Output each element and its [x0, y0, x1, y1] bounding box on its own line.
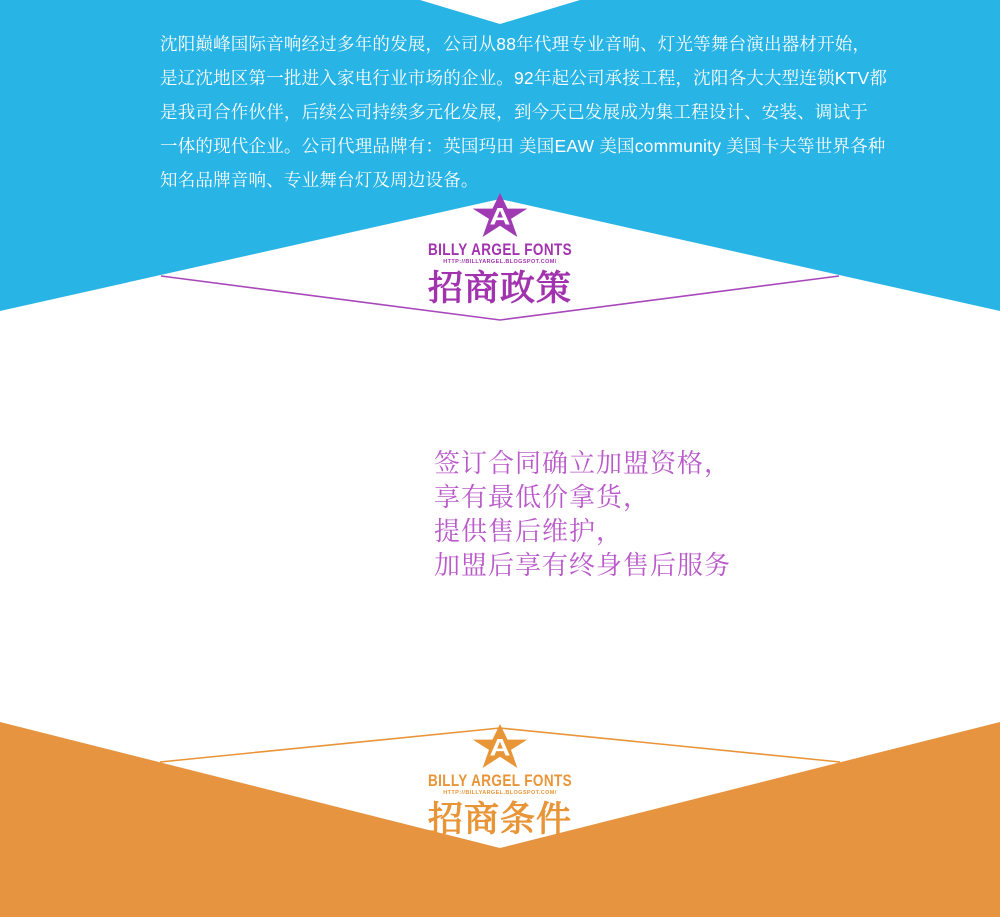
- policy-title: 招商政策: [427, 269, 572, 308]
- star-logo-icon: [471, 193, 529, 238]
- benefit-line: 加盟后享有终身售后服务: [434, 550, 732, 580]
- policy-section-header: [0, 193, 1000, 306]
- benefit-line: 享有最低价拿货，: [434, 482, 651, 512]
- star-letter: A: [489, 202, 511, 230]
- intro-line: 一体的现代企业。公司代理品牌有：英国玛田 美国EAW 美国community 美国卡夫等世界各种: [160, 136, 886, 156]
- conditions-section-header: [0, 724, 1000, 837]
- benefit-line: 提供售后维护，: [434, 516, 624, 546]
- star-letter: A: [489, 733, 511, 761]
- brand-name: BILLY ARGEL FONTS: [427, 770, 573, 790]
- star-logo-icon: [471, 724, 529, 769]
- intro-line: 是辽沈地区第一批进入家电行业市场的企业。92年起公司承接工程，沈阳各大大型连锁KTV都: [160, 68, 888, 88]
- brand-name: BILLY ARGEL FONTS: [427, 239, 573, 259]
- intro-line: 沈阳巅峰国际音响经过多年的发展，公司从88年代理专业音响、灯光等舞台演出器材开始，: [160, 34, 871, 54]
- intro-line: 知名品牌音响、专业舞台灯及周边设备。: [160, 170, 479, 190]
- intro-line: 是我司合作伙伴，后续公司持续多元化发展，到今天已发展成为集工程设计、安装、调试于: [160, 102, 868, 122]
- benefits-list: [434, 446, 731, 582]
- brand-tagline: HTTP://BILLYARGEL.BLOGSPOT.COM/: [443, 258, 557, 265]
- conditions-title: 招商条件: [427, 800, 572, 839]
- brand-tagline: HTTP://BILLYARGEL.BLOGSPOT.COM/: [443, 789, 557, 796]
- company-intro-paragraph: [160, 27, 888, 197]
- benefit-line: 签订合同确立加盟资格，: [434, 448, 732, 478]
